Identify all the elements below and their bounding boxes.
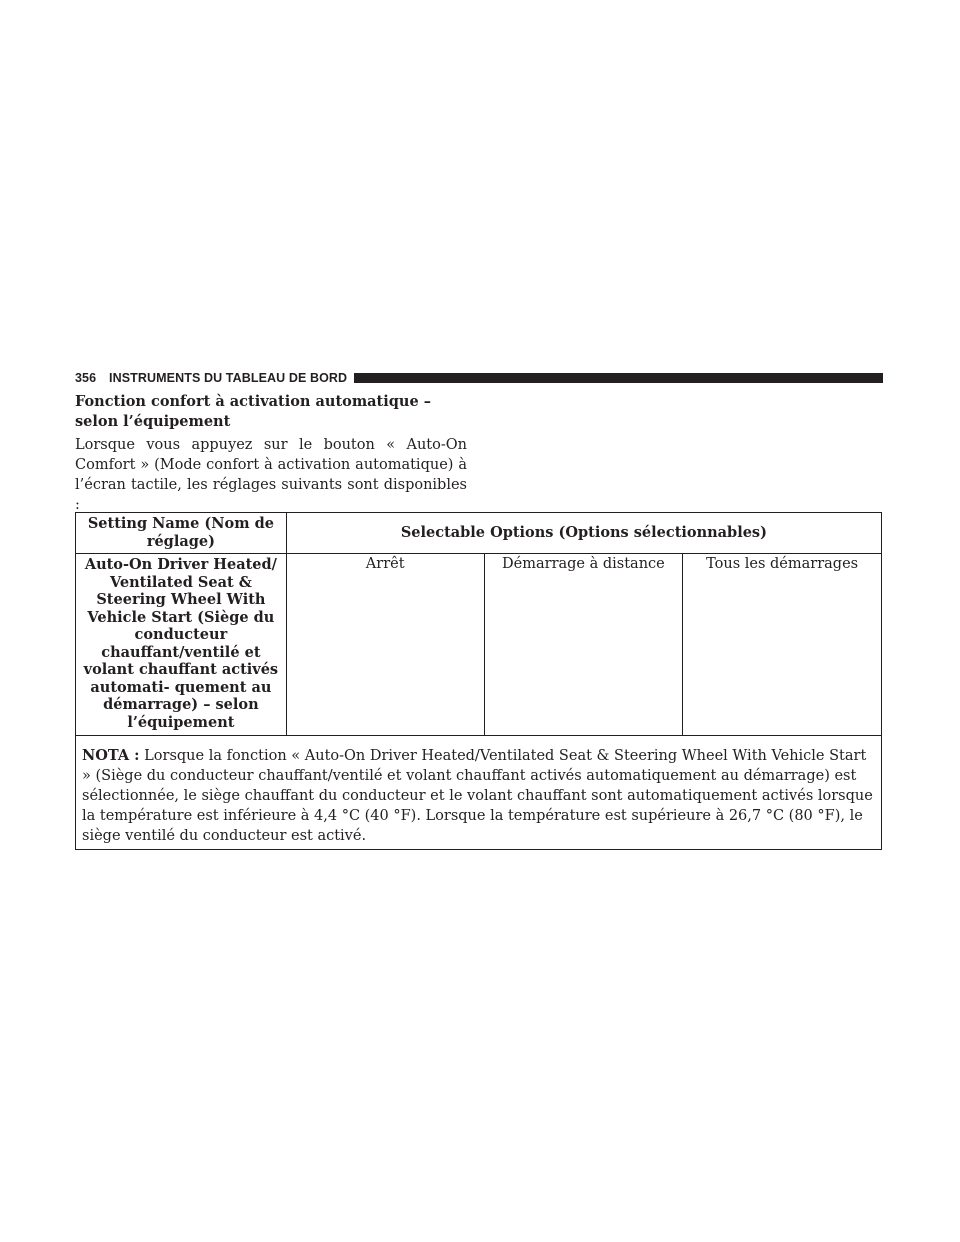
page-number: 356 bbox=[75, 371, 97, 385]
header-selectable-options: Selectable Options (Options sélectionnables) bbox=[286, 513, 881, 554]
table-row bbox=[76, 554, 882, 736]
table-header-row bbox=[76, 513, 882, 554]
header-setting-name: Setting Name (Nom de réglage) bbox=[76, 513, 287, 554]
option-cell: Démarrage à distance bbox=[484, 554, 683, 736]
note-label: NOTA : bbox=[82, 747, 140, 764]
intro-paragraph: Lorsque vous appuyez sur le bouton « Auto-On Comfort » (Mode confort à activation automatique) à l’écran tactile, les réglages suivants sont disponibles : bbox=[75, 437, 467, 513]
setting-name-cell: Auto-On Driver Heated/ Ventilated Seat & Steering Wheel With Vehicle Start (Siège du conducteur chauffant/ventilé et volant chauffant activés automati- quement au démarrage) – selon l’équipement bbox=[76, 554, 287, 736]
note-cell bbox=[76, 736, 882, 850]
note-row bbox=[76, 736, 882, 850]
section-title: INSTRUMENTS DU TABLEAU DE BORD bbox=[109, 371, 348, 385]
feature-heading: Fonction confort à activation automatique – selon l’équipement bbox=[75, 393, 431, 430]
page-header bbox=[75, 371, 883, 387]
settings-table bbox=[75, 512, 882, 850]
option-cell: Tous les démarrages bbox=[683, 554, 882, 736]
note-text: Lorsque la fonction « Auto-On Driver Heated/Ventilated Seat & Steering Wheel With Vehicle Start » (Siège du conducteur chauffant/ventilé et volant chauffant activés automatiquement au démarrage) est sélectionnée, le siège chauffant du conducteur et le volant chauffant sont automatiquement activés lorsque la température est inférieure à 4,4 °C (40 °F). Lorsque la température est supérieure à 26,7 °C (80 °F), le siège ventilé du conducteur est activé. bbox=[82, 748, 873, 844]
header-rule bbox=[354, 373, 883, 383]
option-cell: Arrêt bbox=[286, 554, 484, 736]
